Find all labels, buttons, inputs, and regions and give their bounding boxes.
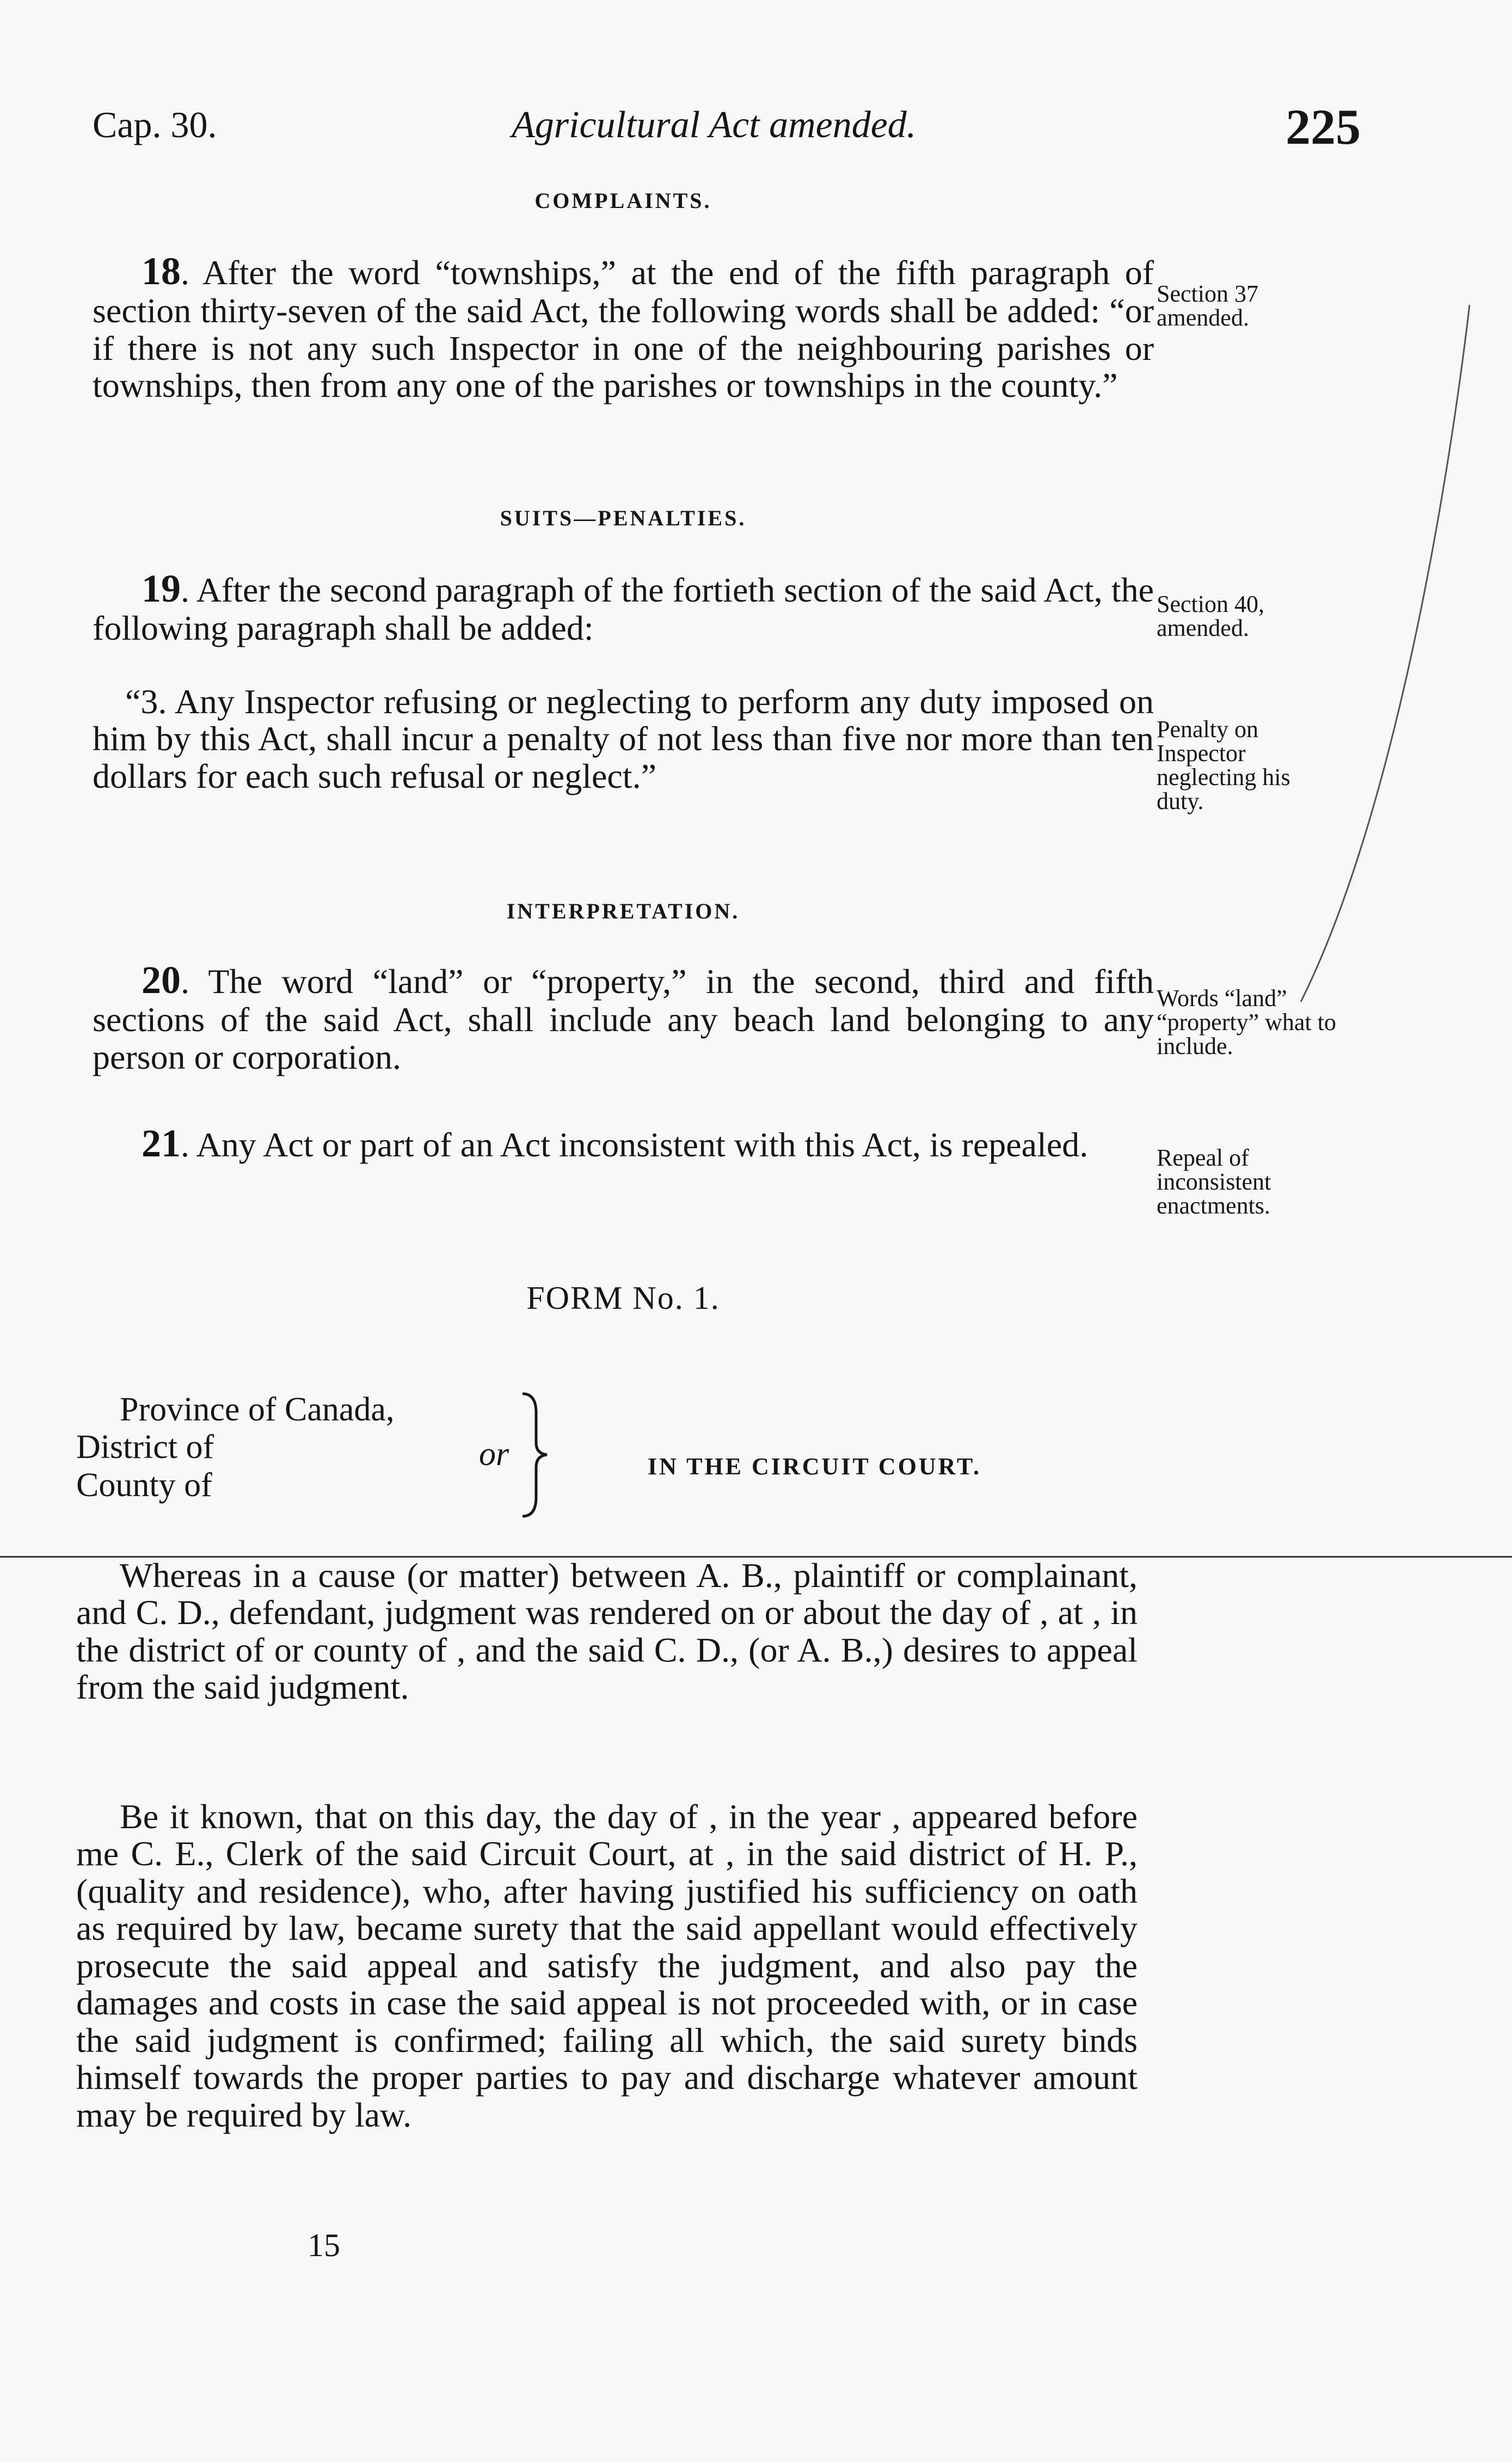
caption-line: Province of Canada,: [120, 1391, 395, 1428]
section-text: After the word “townships,” at the end of the fifth paragraph of section thirty-seven of the said Act, the following words shall be added: “or if there is not any such Inspector in one of the neighbouring parishes or townships, then from any one of the parishes or townships in the county.”: [93, 253, 1154, 405]
form-paragraph-whereas: Whereas in a cause (or matter) between A. B., plaintiff or complainant, and C. D., defendant, judgment was rendered on or about the day of , at , in the district of or county of , and the said C. D., (or A. B.,) desires to appeal from the said judgment.: [76, 1556, 1138, 1707]
margin-note-section-19: Section 40, amended.: [1157, 591, 1264, 641]
court-name: IN THE CIRCUIT COURT.: [648, 1453, 982, 1480]
section-text: The word “land” or “property,” in the second, third and fifth sections of the said Act, shall include any beach land belonging to any person or corporation.: [93, 962, 1154, 1076]
section-number-period: .: [181, 962, 208, 1001]
form-title: FORM No. 1.: [526, 1280, 720, 1316]
caption-line: County of: [76, 1466, 212, 1504]
section-number-period: .: [181, 253, 203, 292]
section-number: 18: [142, 249, 181, 293]
caption-line: District of: [76, 1429, 214, 1466]
section-text: After the second paragraph of the fortieth section of the said Act, the following paragraph shall be added:: [93, 571, 1154, 648]
section-19-quoted-paragraph: “3. Any Inspector refusing or neglecting to perform any duty imposed on him by this Act, shall incur a penalty of not less than five nor more than ten dollars for each such refusal or neglect.”: [93, 682, 1154, 795]
section-number-period: .: [181, 1125, 196, 1164]
section-heading-interpretation: INTERPRETATION.: [506, 899, 740, 923]
margin-note-section-18: Section 37 amended.: [1157, 280, 1258, 331]
margin-note-section-20: Words “land” “property” what to include.: [1157, 985, 1336, 1059]
form-paragraph-be-it-known: Be it known, that on this day, the day of , in the year , appeared before me C. E., Clerk of the said Circuit Court, at , in the said district of H. P., (quality and residence), who, after having justified his sufficiency on oath as required by law, became surety that the said appellant would effectively prosecute the said appeal and satisfy the judgment, and also pay the damages and costs in case the said appeal is not proceeded with, or in case the said judgment is confirmed; failing all which, the said surety binds himself towards the proper parties to pay and discharge whatever amount may be required by law.: [76, 1797, 1138, 2134]
section-number: 21: [142, 1122, 181, 1165]
page-number: 225: [1286, 99, 1361, 155]
section-number-period: .: [181, 571, 196, 609]
signature-mark: 15: [308, 2227, 340, 2263]
margin-note-section-21: Repeal of inconsistent enactments.: [1157, 1144, 1271, 1219]
section-text: Any Act or part of an Act inconsistent with this Act, is repealed.: [196, 1125, 1089, 1164]
caption-or: or: [479, 1436, 509, 1473]
section-heading-suits-penalties: SUITS—PENALTIES.: [500, 506, 747, 530]
margin-note-penalty: Penalty on Inspector neglecting his duty.: [1157, 716, 1290, 814]
section-number: 20: [142, 958, 181, 1002]
chapter-label: Cap. 30.: [93, 104, 217, 145]
section-number: 19: [142, 567, 181, 610]
section-heading-complaints: COMPLAINTS.: [534, 188, 712, 213]
running-title: Agricultural Act amended.: [512, 104, 917, 146]
